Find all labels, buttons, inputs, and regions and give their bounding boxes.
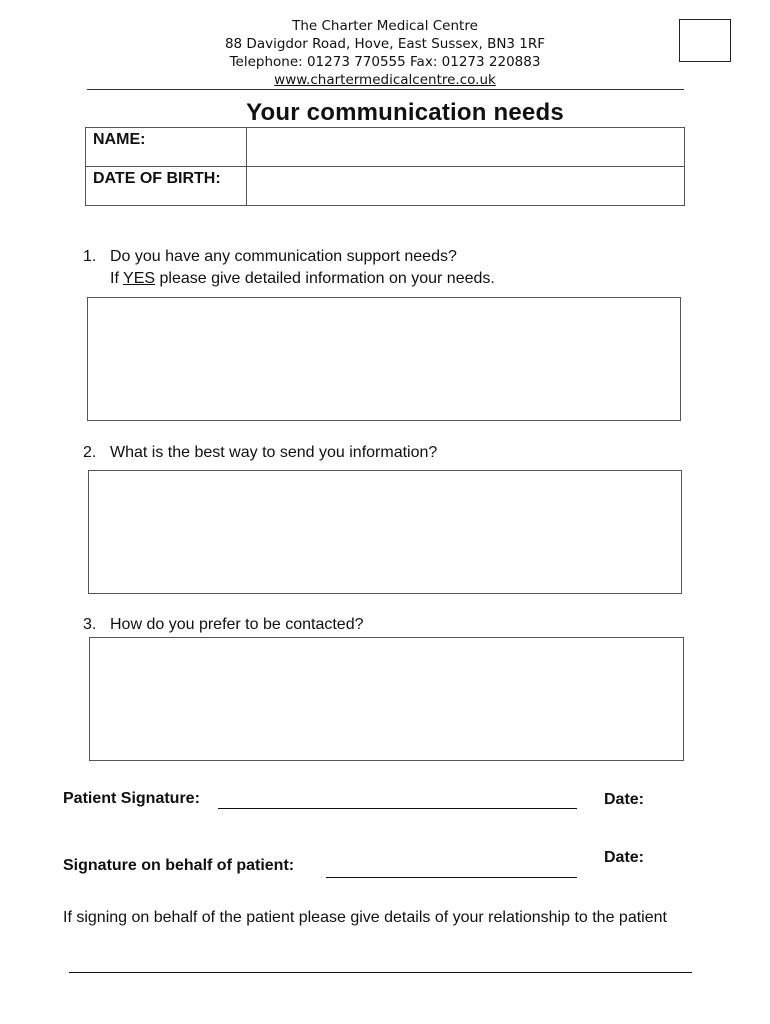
dob-label: DATE OF BIRTH:: [86, 167, 247, 206]
question-1-subtext: [110, 268, 495, 290]
name-label: NAME:: [86, 128, 247, 167]
relationship-note: If signing on behalf of the patient please give details of your relationship to the patient: [63, 909, 667, 926]
date-label-2: Date:: [604, 849, 645, 866]
name-row: [86, 128, 685, 167]
question-1-subtext-prefix: If: [110, 270, 124, 287]
header-divider: [87, 89, 684, 90]
behalf-signature-line[interactable]: [326, 877, 577, 878]
website-link[interactable]: www.chartermedicalcentre.co.uk: [274, 72, 496, 88]
relationship-line[interactable]: [69, 972, 692, 973]
dob-row: [86, 167, 685, 206]
page-title: Your communication needs: [246, 99, 564, 126]
question-3-text: How do you prefer to be contacted?: [110, 616, 364, 633]
question-1-yes: YES: [123, 270, 156, 287]
patient-info-table: [85, 127, 685, 206]
question-3: [83, 614, 364, 636]
practice-website[interactable]: [0, 71, 770, 89]
question-2-answer-box[interactable]: [88, 470, 682, 594]
practice-name: The Charter Medical Centre: [292, 18, 478, 34]
question-2: [83, 442, 437, 464]
reference-box[interactable]: [679, 19, 731, 62]
practice-contact: Telephone: 01273 770555 Fax: 01273 220883: [229, 54, 541, 70]
question-3-answer-box[interactable]: [89, 637, 684, 761]
date-label-1: Date:: [604, 791, 645, 808]
question-3-number: 3.: [83, 616, 97, 633]
dob-field[interactable]: [247, 167, 685, 206]
question-1-number: 1.: [83, 248, 97, 265]
patient-signature-line[interactable]: [218, 808, 577, 809]
patient-signature-label: Patient Signature:: [63, 790, 200, 807]
question-2-text: What is the best way to send you information?: [110, 444, 438, 461]
question-2-number: 2.: [83, 444, 97, 461]
question-1-text: Do you have any communication support needs?: [110, 248, 457, 265]
question-1: [83, 246, 457, 268]
question-1-subtext-suffix: please give detailed information on your needs.: [155, 270, 495, 287]
practice-address: 88 Davigdor Road, Hove, East Sussex, BN3 1RF: [224, 36, 546, 52]
question-1-answer-box[interactable]: [87, 297, 681, 421]
name-field[interactable]: [247, 128, 685, 167]
behalf-signature-label: Signature on behalf of patient:: [63, 857, 295, 874]
